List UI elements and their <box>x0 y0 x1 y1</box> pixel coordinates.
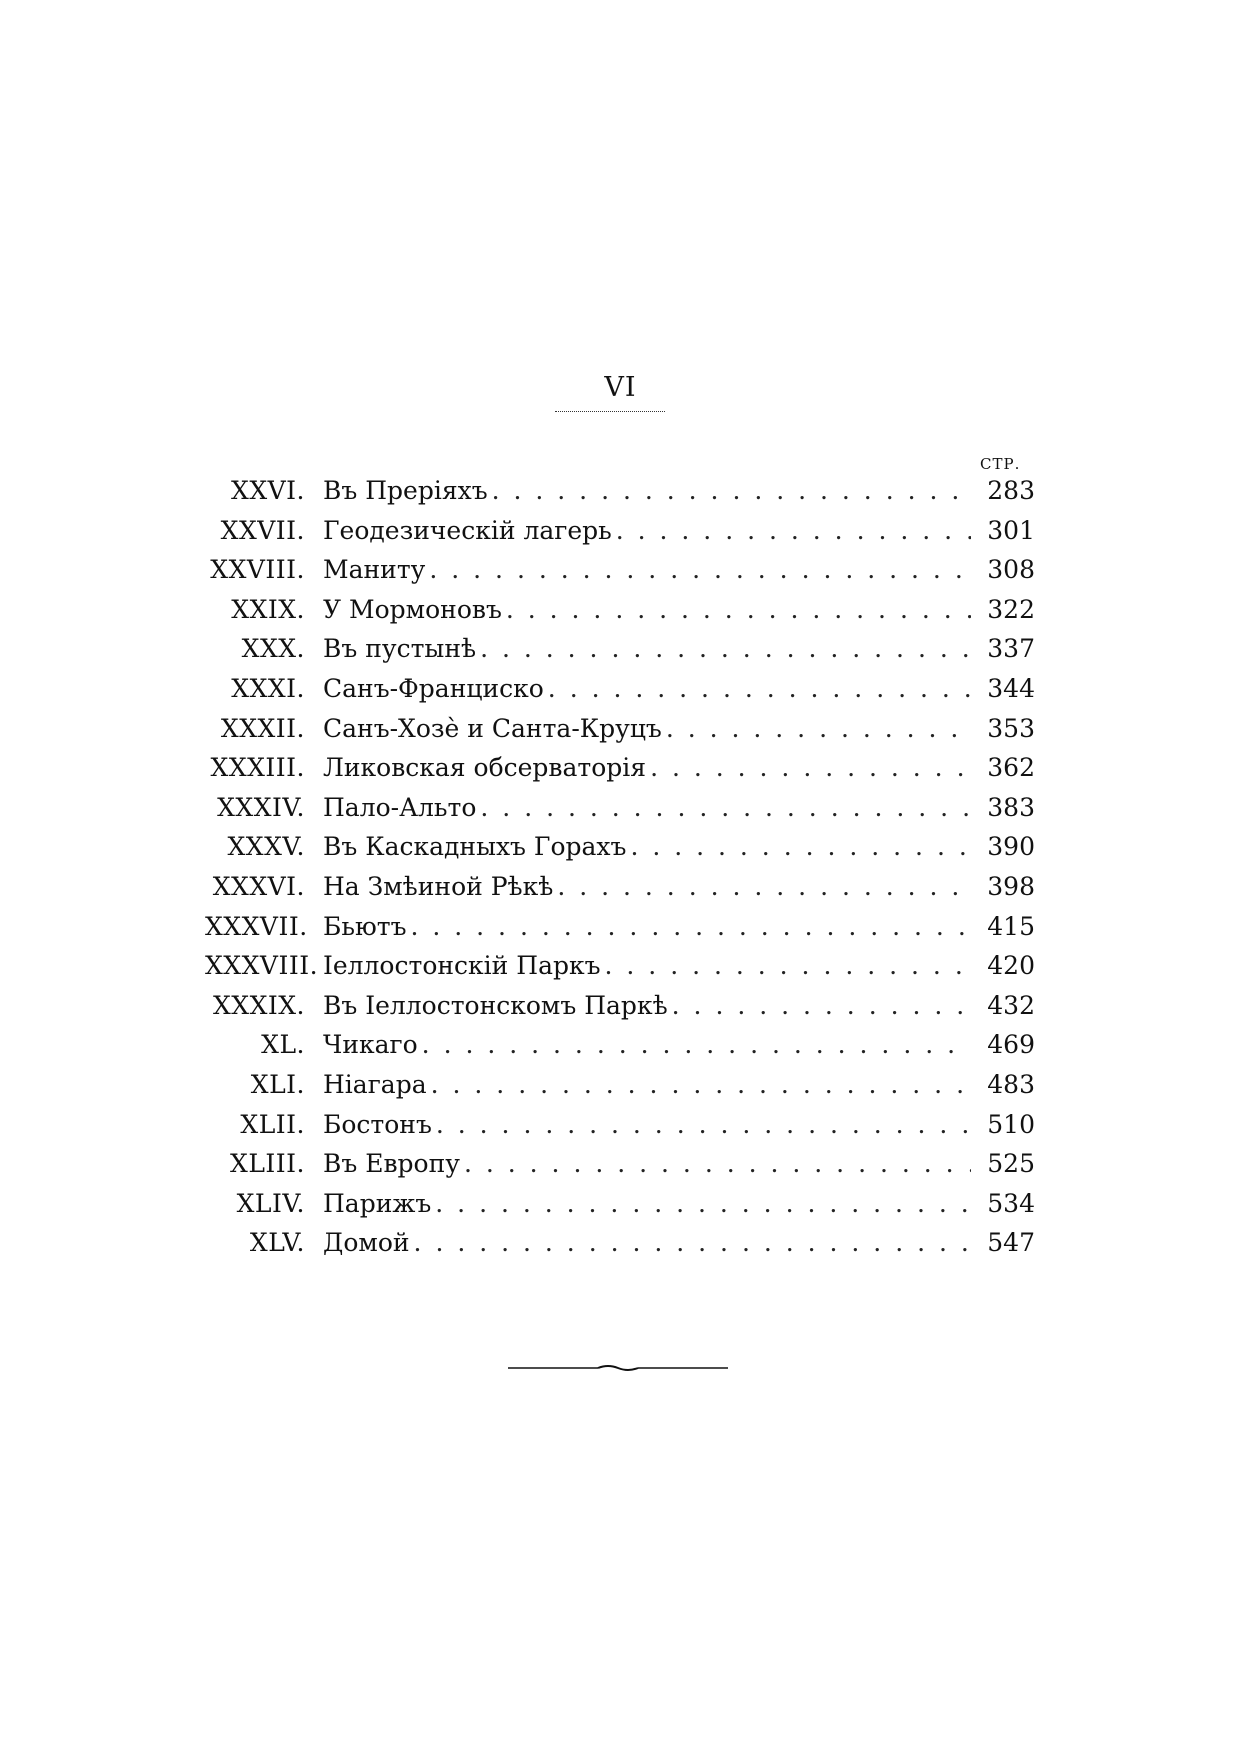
dot-leader <box>464 1149 971 1178</box>
toc-entry <box>205 595 1035 635</box>
chapter-title: Іеллостонскій Паркъ <box>323 951 601 981</box>
chapter-number: XXXVI. <box>212 871 305 901</box>
toc-entry <box>205 951 1035 991</box>
chapter-title: Въ Каскадныхъ Горахъ <box>323 832 627 862</box>
chapter-number: XLI. <box>250 1069 305 1099</box>
chapter-number: XLIV. <box>236 1188 305 1218</box>
dot-leader <box>436 1110 971 1139</box>
chapter-number: XXXIX. <box>212 990 305 1020</box>
dot-leader <box>650 753 971 782</box>
dot-leader <box>666 714 971 743</box>
chapter-page-number: 337 <box>987 634 1035 664</box>
chapter-title: Въ Іеллостонскомъ Паркѣ <box>323 990 668 1020</box>
chapter-title: Геодезическій лагерь <box>323 515 612 545</box>
toc-entry <box>205 1149 1035 1189</box>
chapter-page-number: 534 <box>987 1188 1035 1218</box>
chapter-title: Пало-Альто <box>323 792 477 822</box>
dot-leader <box>431 1070 971 1099</box>
page-column-label: СТР. <box>980 455 1021 473</box>
chapter-title: Въ Европу <box>323 1149 460 1179</box>
chapter-title: Бостонъ <box>323 1109 432 1139</box>
chapter-number: XXXII. <box>220 713 305 743</box>
chapter-title: Санъ-Хозѐ и Санта-Круцъ <box>323 713 662 743</box>
chapter-title: У Мормоновъ <box>323 594 502 624</box>
chapter-number: XXXIII. <box>210 753 305 783</box>
chapter-page-number: 432 <box>987 990 1035 1020</box>
dot-leader <box>422 1030 971 1059</box>
chapter-number: XXIX. <box>231 594 305 624</box>
dot-leader <box>429 555 971 584</box>
chapter-page-number: 525 <box>987 1149 1035 1179</box>
dot-leader <box>435 1189 971 1218</box>
dot-leader <box>616 516 971 545</box>
chapter-page-number: 469 <box>987 1030 1035 1060</box>
chapter-title: Маниту <box>323 555 426 585</box>
chapter-page-number: 353 <box>987 713 1035 743</box>
table-of-contents <box>205 476 1035 1268</box>
chapter-title: Ніагара <box>323 1069 427 1099</box>
toc-entry <box>205 1228 1035 1268</box>
toc-entry <box>205 674 1035 714</box>
chapter-title: Домой <box>323 1228 410 1258</box>
chapter-page-number: 420 <box>987 951 1035 981</box>
dot-leader <box>480 793 971 822</box>
chapter-page-number: 308 <box>987 555 1035 585</box>
dot-leader <box>506 595 971 624</box>
chapter-page-number: 362 <box>987 753 1035 783</box>
chapter-number: XXXVIII. <box>205 951 319 981</box>
end-ornament <box>508 1363 728 1373</box>
chapter-page-number: 390 <box>987 832 1035 862</box>
chapter-page-number: 415 <box>987 911 1035 941</box>
toc-entry <box>205 793 1035 833</box>
dot-leader <box>557 872 971 901</box>
dot-leader <box>480 634 971 663</box>
chapter-number: XXXV. <box>227 832 305 862</box>
chapter-number: XXVI. <box>231 476 305 505</box>
chapter-number: XLII. <box>240 1109 305 1139</box>
chapter-title: Въ Преріяхъ <box>323 476 488 505</box>
chapter-number: XXVIII. <box>210 555 305 585</box>
chapter-page-number: 483 <box>987 1069 1035 1099</box>
chapter-page-number: 344 <box>987 673 1035 703</box>
toc-entry <box>205 1030 1035 1070</box>
toc-entry <box>205 555 1035 595</box>
chapter-page-number: 547 <box>987 1228 1035 1258</box>
chapter-number: XLV. <box>249 1228 305 1258</box>
chapter-page-number: 383 <box>987 792 1035 822</box>
dot-leader <box>630 832 971 861</box>
toc-entry <box>205 1070 1035 1110</box>
dot-leader <box>414 1228 971 1257</box>
toc-entry <box>205 832 1035 872</box>
dot-leader <box>548 674 971 703</box>
toc-entry <box>205 634 1035 674</box>
chapter-page-number: 283 <box>987 476 1035 505</box>
toc-entry <box>205 1110 1035 1150</box>
toc-entry <box>205 872 1035 912</box>
chapter-title: Бьютъ <box>323 911 407 941</box>
chapter-number: XXXI. <box>231 673 305 703</box>
chapter-number: XXX. <box>241 634 305 664</box>
chapter-number: XXXIV. <box>217 792 305 822</box>
dot-leader <box>410 912 971 941</box>
chapter-number: XXXVII. <box>205 911 308 941</box>
chapter-number: XLIII. <box>230 1149 305 1179</box>
toc-entry <box>205 476 1035 516</box>
chapter-title: Парижъ <box>323 1188 432 1218</box>
chapter-title: Чикаго <box>323 1030 418 1060</box>
dot-leader <box>605 951 971 980</box>
toc-entry <box>205 1189 1035 1229</box>
chapter-title: На Змѣиной Рѣкѣ <box>323 871 554 901</box>
chapter-page-number: 322 <box>987 594 1035 624</box>
chapter-number: XL. <box>261 1030 305 1060</box>
chapter-title: Ликовская обсерваторія <box>323 753 647 783</box>
toc-entry <box>205 753 1035 793</box>
chapter-page-number: 398 <box>987 871 1035 901</box>
chapter-page-number: 510 <box>987 1109 1035 1139</box>
toc-entry <box>205 991 1035 1031</box>
toc-entry <box>205 912 1035 952</box>
page-number: VI <box>604 372 637 403</box>
chapter-title: Санъ-Франциско <box>323 673 544 703</box>
dot-leader <box>672 991 971 1020</box>
chapter-title: Въ пустынѣ <box>323 634 477 664</box>
toc-entry <box>205 714 1035 754</box>
toc-entry <box>205 516 1035 556</box>
page-number-rule <box>555 411 665 412</box>
dot-leader <box>492 476 971 505</box>
chapter-number: XXVII. <box>220 515 305 545</box>
chapter-page-number: 301 <box>987 515 1035 545</box>
